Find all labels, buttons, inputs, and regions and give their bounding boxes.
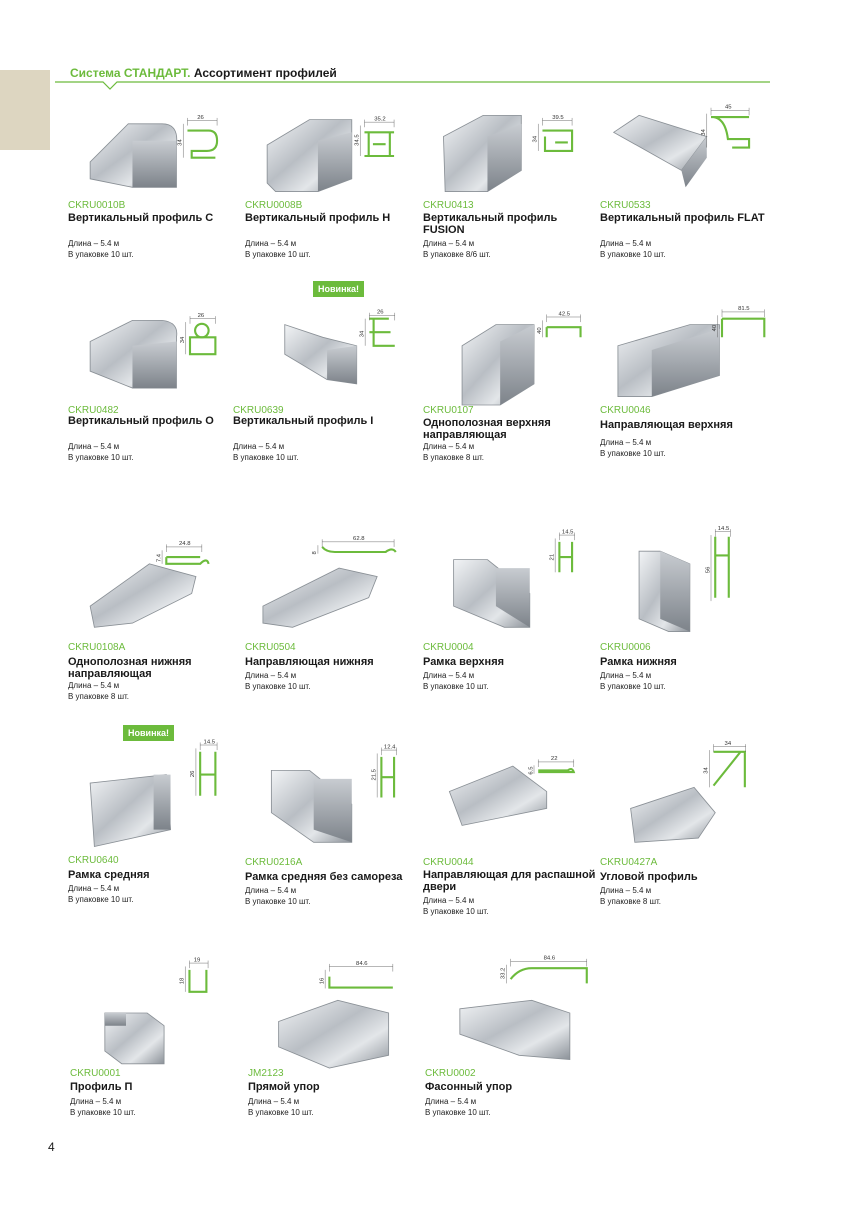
profile-image bbox=[68, 295, 246, 405]
product-code: CKRU0107 bbox=[423, 405, 474, 416]
product-pack: В упаковке 10 шт. bbox=[68, 453, 134, 462]
cross-section-drawing bbox=[156, 541, 208, 564]
cross-section-drawing bbox=[371, 744, 396, 797]
cross-section-drawing bbox=[355, 116, 395, 156]
product-code: CKRU0216A bbox=[245, 857, 303, 868]
dim-height: 34.5 bbox=[354, 134, 361, 146]
cross-section-drawing bbox=[533, 115, 573, 151]
page-number: 4 bbox=[48, 1140, 55, 1154]
profile-image bbox=[245, 90, 423, 200]
dim-height: 26 bbox=[190, 770, 197, 778]
dim-width: 24.8 bbox=[179, 541, 191, 548]
product-name: Однополозная верхняя направляющая bbox=[423, 417, 551, 441]
dim-height: 33.2 bbox=[500, 967, 507, 980]
profile-image bbox=[245, 530, 423, 640]
product-code: CKRU0008B bbox=[245, 200, 303, 211]
dim-height: 21.5 bbox=[371, 769, 378, 781]
section-tab bbox=[0, 70, 50, 150]
profile-image bbox=[600, 741, 778, 855]
product-name: Вертикальный профиль С bbox=[68, 212, 214, 224]
dim-width: 42.5 bbox=[558, 311, 571, 318]
dim-width: 84.6 bbox=[356, 960, 368, 967]
product-length: Длина – 5.4 м bbox=[423, 239, 475, 248]
profile-image bbox=[600, 295, 778, 405]
product-card bbox=[600, 741, 778, 1015]
product-code: CKRU0006 bbox=[600, 642, 651, 653]
dim-width: 35.2 bbox=[374, 116, 386, 123]
header-title-rest: Ассортимент профилей bbox=[193, 66, 337, 80]
profile-image bbox=[233, 295, 411, 405]
profile-image bbox=[600, 90, 778, 200]
product-length: Длина – 5.4 м bbox=[248, 1097, 300, 1106]
product-name: Профиль П bbox=[70, 1081, 133, 1093]
dim-height: 21 bbox=[549, 553, 556, 561]
new-badge: Новинка! bbox=[123, 725, 174, 741]
product-code: CKRU0004 bbox=[423, 642, 474, 653]
product-pack: В упаковке 10 шт. bbox=[600, 250, 666, 259]
cross-section-drawing bbox=[537, 311, 581, 337]
product-code: CKRU0010B bbox=[68, 200, 126, 211]
product-code: CKRU0533 bbox=[600, 200, 651, 211]
dim-width: 12.4 bbox=[383, 744, 396, 751]
product-code: CKRU0046 bbox=[600, 405, 651, 416]
dim-width: 81.5 bbox=[738, 306, 750, 313]
product-name: Однополозная нижняя направляющая bbox=[68, 656, 192, 680]
product-length: Длина – 5.4 м bbox=[600, 438, 652, 447]
product-length: Длина – 5.4 м bbox=[423, 896, 475, 905]
product-length: Длина – 5.4 м bbox=[600, 886, 652, 895]
product-pack: В упаковке 10 шт. bbox=[245, 250, 311, 259]
profile-image bbox=[68, 739, 246, 855]
product-pack: В упаковке 8 шт. bbox=[68, 692, 129, 701]
product-name: Вертикальный профиль Н bbox=[245, 212, 391, 224]
product-code: CKRU0504 bbox=[245, 642, 296, 653]
dim-width: 62.8 bbox=[353, 536, 365, 543]
dim-height: 8 bbox=[312, 551, 319, 555]
cross-section-drawing bbox=[705, 526, 730, 601]
product-card bbox=[423, 295, 601, 565]
profile-image bbox=[70, 958, 248, 1068]
product-length: Длина – 5.4 м bbox=[68, 681, 120, 690]
dim-width: 19 bbox=[193, 957, 201, 964]
product-card bbox=[248, 958, 426, 1228]
product-code: JM2123 bbox=[248, 1068, 284, 1079]
product-pack: В упаковке 8 шт. bbox=[600, 897, 661, 906]
cross-section-drawing bbox=[528, 756, 573, 774]
profile-image bbox=[245, 745, 423, 855]
cross-section-drawing bbox=[359, 310, 394, 346]
product-name: Направляющая нижняя bbox=[245, 656, 374, 668]
product-pack: В упаковке 8/6 шт. bbox=[423, 250, 491, 259]
product-pack: В упаковке 10 шт. bbox=[70, 1108, 136, 1117]
dim-width: 22 bbox=[550, 756, 558, 763]
dim-height: 34 bbox=[703, 767, 710, 774]
product-length: Длина – 5.4 м bbox=[68, 442, 120, 451]
dim-width: 84.6 bbox=[543, 955, 556, 962]
dim-height: 34 bbox=[701, 129, 708, 136]
product-name: Рамка средняя bbox=[68, 869, 150, 881]
product-length: Длина – 5.4 м bbox=[600, 671, 652, 680]
product-pack: В упаковке 10 шт. bbox=[68, 895, 134, 904]
product-length: Длина – 5.4 м bbox=[245, 886, 297, 895]
product-length: Длина – 5.4 м bbox=[423, 671, 475, 680]
product-pack: В упаковке 10 шт. bbox=[425, 1108, 491, 1117]
product-pack: В упаковке 10 шт. bbox=[245, 897, 311, 906]
product-name: Угловой профиль bbox=[600, 871, 698, 883]
cross-section-drawing bbox=[190, 739, 217, 795]
dim-height: 40 bbox=[536, 327, 543, 334]
dim-height: 34 bbox=[177, 139, 184, 146]
dim-height: 40 bbox=[712, 324, 719, 332]
dim-height: 34 bbox=[359, 330, 366, 338]
product-code: CKRU0001 bbox=[70, 1068, 121, 1079]
profile-image bbox=[423, 90, 601, 200]
product-pack: В упаковке 10 шт. bbox=[233, 453, 299, 462]
product-pack: В упаковке 10 шт. bbox=[245, 682, 311, 691]
product-pack: В упаковке 10 шт. bbox=[423, 907, 489, 916]
cross-section-drawing bbox=[180, 313, 215, 354]
dim-height: 16 bbox=[319, 977, 326, 985]
product-length: Длина – 5.4 м bbox=[233, 442, 285, 451]
product-code: CKRU0427A bbox=[600, 857, 658, 868]
profile-image bbox=[423, 530, 601, 640]
dim-width: 26 bbox=[377, 309, 384, 316]
cross-section-drawing bbox=[319, 961, 392, 989]
product-name: Направляющая верхняя bbox=[600, 419, 733, 431]
product-length: Длина – 5.4 м bbox=[245, 671, 297, 680]
dim-width: 14.5 bbox=[561, 529, 574, 536]
product-name: Рамка средняя без самореза bbox=[245, 871, 403, 883]
product-length: Длина – 5.4 м bbox=[600, 239, 652, 248]
product-name: Вертикальный профиль О bbox=[68, 415, 214, 427]
profile-image bbox=[425, 955, 603, 1068]
product-pack: В упаковке 10 шт. bbox=[600, 682, 666, 691]
product-card bbox=[70, 958, 248, 1228]
product-code: CKRU0639 bbox=[233, 405, 284, 416]
profile-image bbox=[68, 90, 246, 200]
dim-width: 34 bbox=[724, 741, 732, 747]
product-name: Прямой упор bbox=[248, 1081, 320, 1093]
product-name: Фасонный упор bbox=[425, 1081, 513, 1093]
dim-width: 26 bbox=[197, 313, 205, 319]
profile-image bbox=[423, 295, 601, 405]
profile-image bbox=[68, 530, 246, 640]
product-card bbox=[425, 955, 603, 1228]
dim-height: 34 bbox=[532, 135, 539, 143]
new-badge: Новинка! bbox=[313, 281, 364, 297]
product-pack: В упаковке 8 шт. bbox=[423, 453, 484, 462]
product-name: Рамка верхняя bbox=[423, 656, 505, 668]
product-name: Вертикальный профиль FUSION bbox=[423, 212, 558, 236]
product-pack: В упаковке 10 шт. bbox=[600, 449, 666, 458]
cross-section-drawing bbox=[704, 741, 746, 787]
cross-section-drawing bbox=[312, 536, 396, 554]
dim-width: 14.5 bbox=[717, 526, 730, 532]
cross-section-drawing bbox=[178, 115, 218, 158]
dim-width: 14.5 bbox=[203, 739, 216, 746]
profile-image bbox=[248, 958, 426, 1068]
product-code: CKRU0044 bbox=[423, 857, 474, 868]
product-pack: В упаковке 10 шт. bbox=[423, 682, 489, 691]
product-card bbox=[68, 295, 246, 565]
product-length: Длина – 5.4 м bbox=[70, 1097, 122, 1106]
dim-height: 56 bbox=[705, 566, 712, 574]
product-name: Вертикальный профиль FLAT bbox=[600, 212, 765, 224]
product-length: Длина – 5.4 м bbox=[68, 239, 120, 248]
dim-height: 6.5 bbox=[528, 766, 535, 775]
product-name: Направляющая для распашной двери bbox=[423, 869, 596, 893]
page-header bbox=[70, 66, 337, 80]
profile-image bbox=[423, 745, 601, 855]
product-length: Длина – 5.4 м bbox=[245, 239, 297, 248]
cross-section-drawing bbox=[180, 957, 209, 991]
product-length: Длина – 5.4 м bbox=[425, 1097, 477, 1106]
product-name: Рамка нижняя bbox=[600, 656, 677, 668]
cross-section-drawing bbox=[701, 105, 749, 148]
product-code: CKRU0640 bbox=[68, 855, 119, 866]
product-length: Длина – 5.4 м bbox=[423, 442, 475, 451]
product-card bbox=[233, 284, 411, 565]
product-name: Вертикальный профиль I bbox=[233, 415, 374, 427]
product-card bbox=[600, 295, 778, 565]
dim-width: 45 bbox=[724, 104, 732, 111]
product-code: CKRU0108A bbox=[68, 642, 126, 653]
product-pack: В упаковке 10 шт. bbox=[68, 250, 134, 259]
dim-width: 26 bbox=[197, 114, 204, 121]
cross-section-drawing bbox=[501, 956, 587, 984]
header-divider bbox=[0, 0, 855, 100]
product-pack: В упаковке 10 шт. bbox=[248, 1108, 314, 1117]
dim-height: 18 bbox=[179, 977, 186, 985]
dim-height: 34 bbox=[180, 336, 187, 344]
product-code: CKRU0002 bbox=[425, 1068, 476, 1079]
product-code: CKRU0413 bbox=[423, 200, 474, 211]
cross-section-drawing bbox=[712, 306, 764, 337]
dim-height: 7.4 bbox=[156, 553, 163, 563]
product-code: CKRU0482 bbox=[68, 405, 119, 416]
product-length: Длина – 5.4 м bbox=[68, 884, 120, 893]
header-title-green: Система СТАНДАРТ. bbox=[70, 66, 191, 80]
dim-width: 39.5 bbox=[552, 114, 564, 121]
profile-image bbox=[600, 526, 778, 640]
cross-section-drawing bbox=[549, 529, 574, 572]
